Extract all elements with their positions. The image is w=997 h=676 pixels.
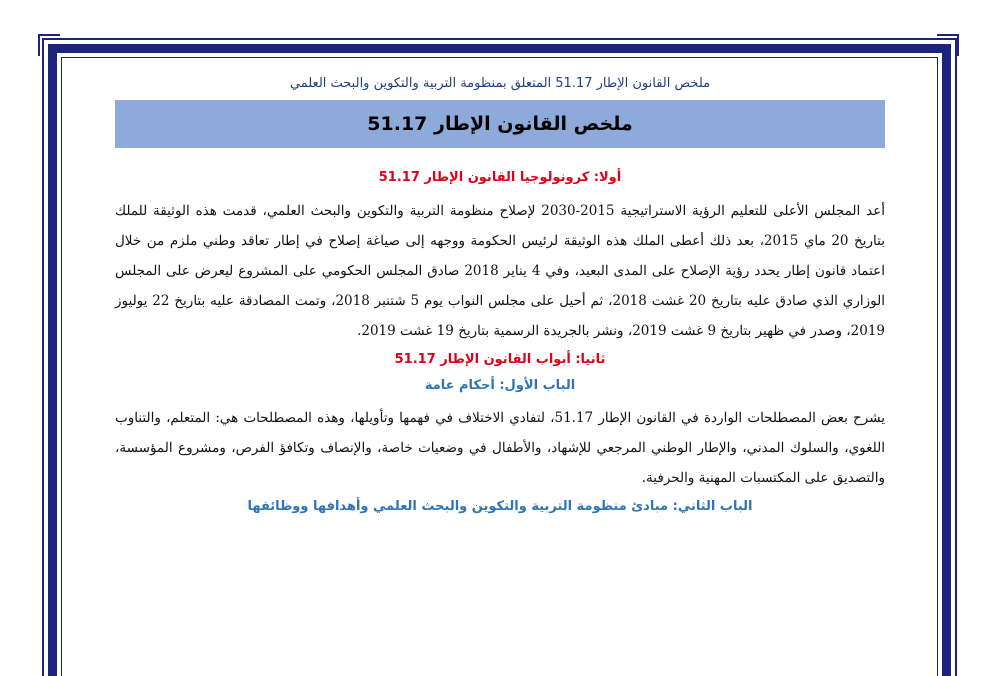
- running-header: ملخص القانون الإطار 51.17 المتعلق بمنظومة التربية والتكوين والبحث العلمي: [289, 76, 711, 91]
- border-corner-ornament-left: [38, 34, 60, 56]
- chapter-one-paragraph: يشرح بعض المصطلحات الواردة في القانون الإطار 51.17، لتفادي الاختلاف في فهمها وتأويلها، وهذه المصطلحات هي: المتعلم، والتناوب اللغوي، والسلوك المدني، والإطار الوطني المرجعي للإشهاد، والأطفال في وضعيات خاصة، والإنصاف وتكافؤ الفرص، ومشروع المؤسسة، والتصديق على المكتسبات المهنية والحرفية.: [115, 410, 885, 486]
- section-heading-chronology: أولا: كرونولوجيا القانون الإطار 51.17: [378, 170, 622, 185]
- document-title: ملخص القانون الإطار 51.17: [367, 113, 633, 135]
- border-corner-ornament-right: [937, 34, 959, 56]
- title-banner: [115, 100, 885, 148]
- document-content: [115, 72, 885, 524]
- chapter-one-heading: الباب الأول: أحكام عامة: [424, 378, 576, 393]
- chronology-paragraph: أعد المجلس الأعلى للتعليم الرؤية الاستراتيجية 2015-2030 لإصلاح منظومة التربية والتكوين والبحث العلمي، قدمت هذه الوثيقة للملك بتاريخ 20 ماي 2015، بعد ذلك أعطى الملك هذه الوثيقة لرئيس الحكومة ووجهه إلى صياغة إصلاح في إطار تعاقد وطني ملزم من خلال اعتماد قانون إطار يحدد رؤية الإصلاح على المدى البعيد، وفي 4 يناير 2018 صادق المجلس الحكومي على المشروع ليعرض على المجلس الوزاري الذي صادق عليه بتاريخ 20 غشت 2018، ثم أحيل على مجلس النواب يوم 5 شتنبر 2018، وتمت المصادقة عليه بتاريخ 22 يوليوز 2019، وصدر في ظهير بتاريخ 9 غشت 2019، ونشر بالجريدة الرسمية بتاريخ 19 غشت 2019.: [115, 203, 885, 339]
- section-heading-chapters: ثانيا: أبواب القانون الإطار 51.17: [394, 352, 606, 367]
- chapter-two-heading: الباب الثاني: مبادئ منظومة التربية والتكوين والبحث العلمي وأهدافها ووظائفها: [247, 499, 753, 514]
